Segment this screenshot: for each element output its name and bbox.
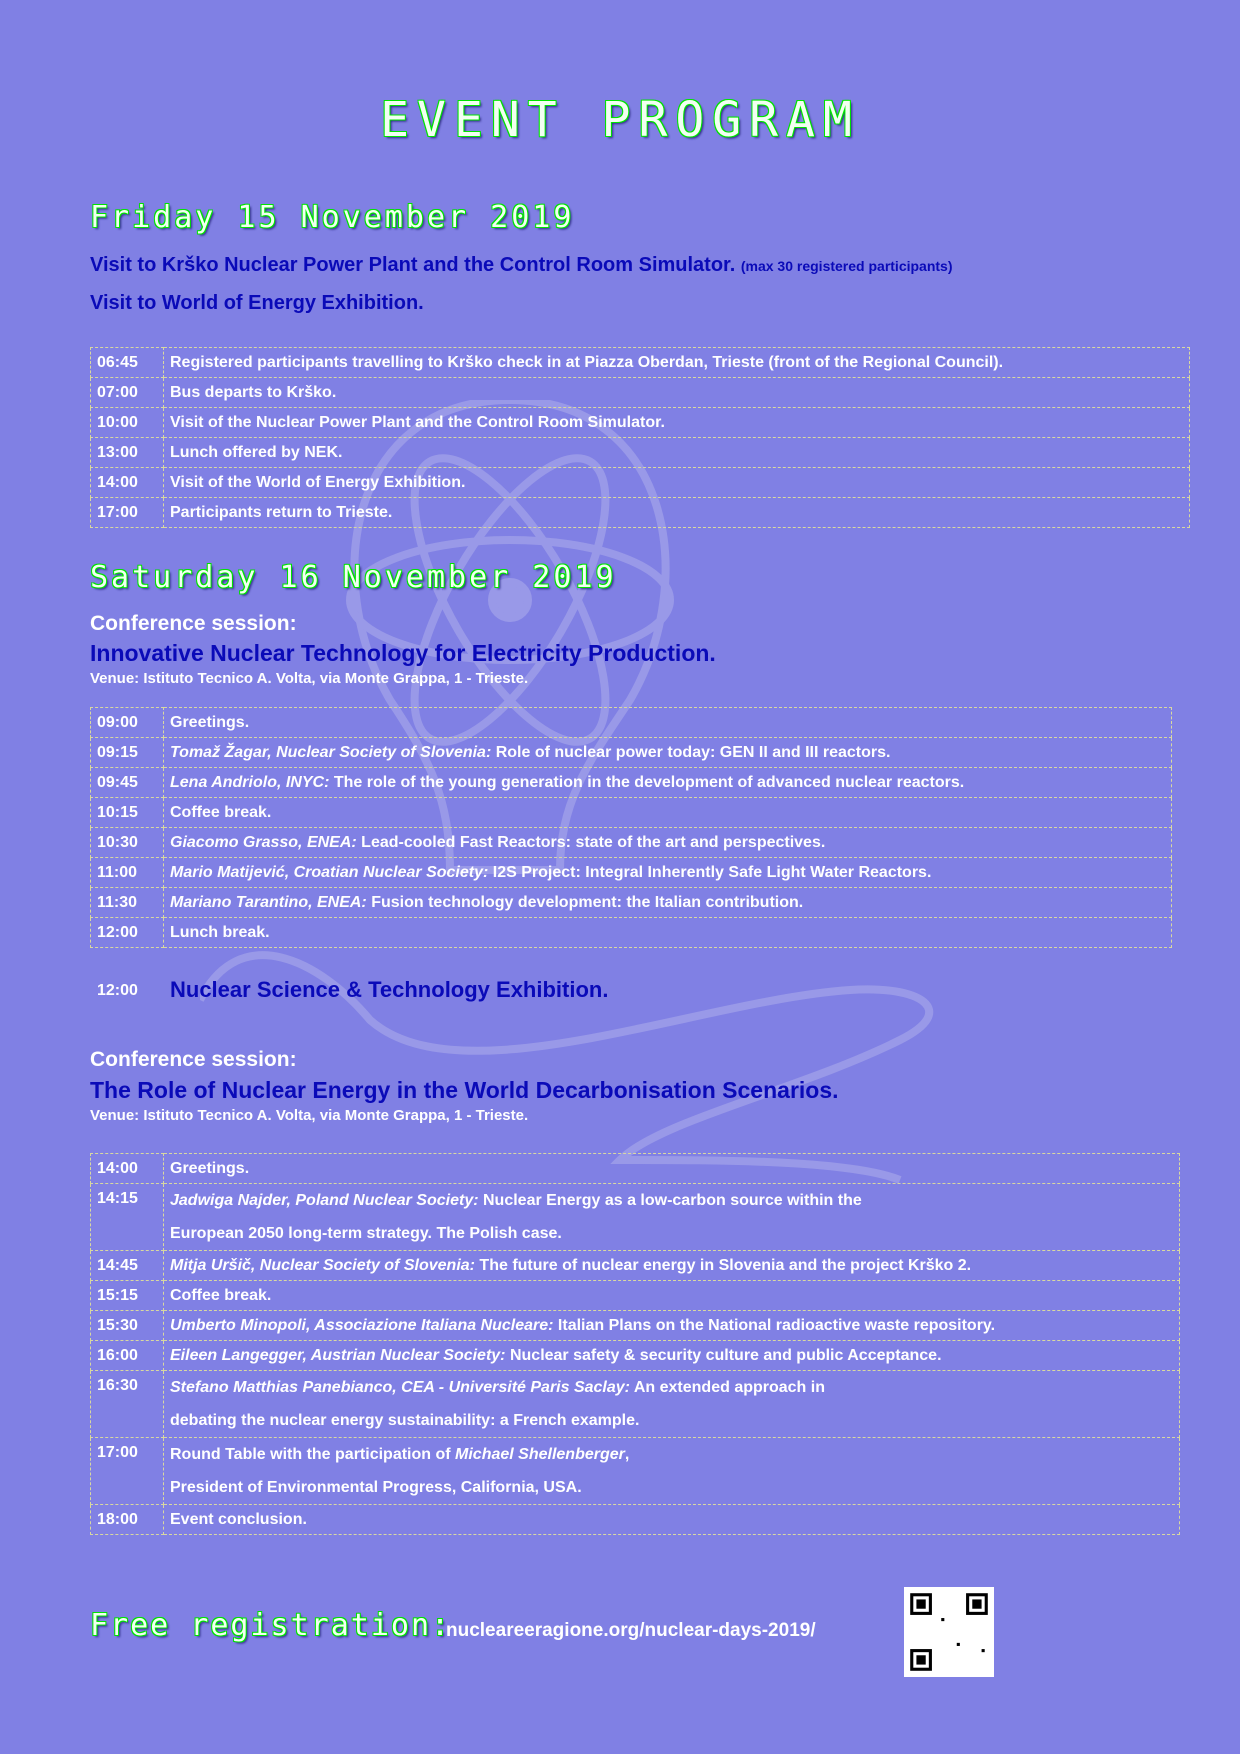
friday-schedule-table [90,347,1190,528]
description-cell [164,918,1172,948]
table-row [91,1341,1180,1371]
description-text: The future of nuclear energy in Slovenia and the project Krško 2. [474,1257,972,1274]
table-row [91,348,1190,378]
description-text: Lead-cooled Fast Reactors: state of the art and perspectives. [356,834,826,851]
description-text: Lunch break. [170,924,270,941]
free-registration-label: Free registration: [90,1608,452,1643]
description-cell [164,1341,1180,1371]
time-cell: 06:45 [91,348,164,378]
description-text-line2: debating the nuclear energy sustainability: a French example. [170,1412,640,1429]
description-cell [164,828,1172,858]
description-cell [164,1438,1180,1505]
table-row [91,918,1172,948]
description-text: Round Table with the participation of [170,1446,456,1463]
description-text: Fusion technology development: the Italian contribution. [366,894,804,911]
description-cell [164,498,1190,528]
description-cell [164,468,1190,498]
description-cell [164,408,1190,438]
time-cell: 11:30 [91,888,164,918]
time-cell: 09:45 [91,768,164,798]
description-text: , [624,1446,630,1463]
table-row [91,1311,1180,1341]
table-row [91,768,1172,798]
table-row [91,1438,1180,1505]
session1-schedule-table [90,707,1172,948]
table-row [91,798,1172,828]
time-cell: 14:00 [91,1154,164,1184]
time-cell: 17:00 [91,498,164,528]
table-row [91,378,1190,408]
time-cell: 07:00 [91,378,164,408]
table-row [91,1251,1180,1281]
description-text-line2: President of Environmental Progress, California, USA. [170,1479,582,1496]
description-text: Bus departs to Krško. [170,384,337,401]
table-row [91,738,1172,768]
time-cell: 14:45 [91,1251,164,1281]
description-text: Greetings. [170,1160,250,1177]
table-row [91,468,1190,498]
time-cell: 14:15 [91,1184,164,1251]
table-row [91,1154,1180,1184]
speaker-name: Mitja Uršič, Nuclear Society of Slovenia: [170,1257,475,1274]
session1-title: Innovative Nuclear Technology for Electricity Production. [90,640,716,666]
description-cell [164,438,1190,468]
table-row [91,1281,1180,1311]
description-cell [164,858,1172,888]
description-text: Visit of the World of Energy Exhibition. [170,474,466,491]
description-text: An extended approach in [630,1379,825,1396]
time-cell: 15:15 [91,1281,164,1311]
speaker-name: Jadwiga Najder, Poland Nuclear Society: [170,1192,479,1209]
description-cell [164,1311,1180,1341]
table-row [91,888,1172,918]
time-cell: 14:00 [91,468,164,498]
description-text: Lunch offered by NEK. [170,444,343,461]
time-cell: 18:00 [91,1505,164,1535]
table-row [91,828,1172,858]
description-text: Nuclear safety & security culture and public Acceptance. [505,1347,942,1364]
speaker-name: Tomaž Žagar, Nuclear Society of Slovenia: [170,744,492,761]
description-cell [164,738,1172,768]
session2-venue: Venue: Istituto Tecnico A. Volta, via Monte Grappa, 1 - Trieste. [90,1107,529,1124]
speaker-name: Mario Matijević, Croatian Nuclear Society: [170,864,489,881]
visit-world-energy: Visit to World of Energy Exhibition. [90,292,424,314]
description-cell [164,1184,1180,1251]
description-text: Participants return to Trieste. [170,504,393,521]
time-cell: 11:00 [91,858,164,888]
time-cell: 16:00 [91,1341,164,1371]
description-cell [164,348,1190,378]
description-cell [164,378,1190,408]
page-title: EVENT PROGRAM [380,92,860,148]
description-text: Nuclear Energy as a low-carbon source within the [478,1192,862,1209]
description-text: Event conclusion. [170,1511,307,1528]
time-cell: 10:15 [91,798,164,828]
visit-krsko [90,254,953,277]
description-text: I2S Project: Integral Inherently Safe Light Water Reactors. [488,864,932,881]
saturday-heading: Saturday 16 November 2019 [90,560,617,595]
registration-link[interactable]: nucleareeragione.org/nuclear-days-2019/ [446,1620,816,1641]
visit-krsko-note: (max 30 registered participants) [740,258,953,274]
speaker-name: Umberto Minopoli, Associazione Italiana Nucleare: [170,1317,554,1334]
table-row [91,498,1190,528]
time-cell: 09:15 [91,738,164,768]
table-row [91,408,1190,438]
time-cell: 09:00 [91,708,164,738]
visit-krsko-text: Visit to Krško Nuclear Power Plant and the Control Room Simulator. [90,254,736,276]
session1-venue: Venue: Istituto Tecnico A. Volta, via Monte Grappa, 1 - Trieste. [90,670,529,687]
description-text: Coffee break. [170,1287,272,1304]
session1-label: Conference session: [90,612,297,635]
friday-heading: Friday 15 November 2019 [90,200,575,235]
exhibition-title: Nuclear Science & Technology Exhibition. [170,977,609,1002]
time-cell: 13:00 [91,438,164,468]
session2-label: Conference session: [90,1048,297,1071]
speaker-name: Giacomo Grasso, ENEA: [170,834,357,851]
description-text: Visit of the Nuclear Power Plant and the Control Room Simulator. [170,414,665,431]
description-cell [164,1281,1180,1311]
description-cell [164,768,1172,798]
table-row [91,1184,1180,1251]
description-cell [164,708,1172,738]
description-cell [164,1154,1180,1184]
description-text-line2: European 2050 long-term strategy. The Polish case. [170,1225,562,1242]
table-row [91,858,1172,888]
description-cell [164,1371,1180,1438]
time-cell: 12:00 [91,918,164,948]
description-text: Greetings. [170,714,250,731]
session2-title: The Role of Nuclear Energy in the World Decarbonisation Scenarios. [90,1077,839,1103]
description-text: Italian Plans on the National radioactive waste repository. [553,1317,996,1334]
description-text: Role of nuclear power today: GEN II and III reactors. [491,744,891,761]
description-text: The role of the young generation in the development of advanced nuclear reactors. [329,774,965,791]
time-cell: 15:30 [91,1311,164,1341]
exhibition-time: 12:00 [97,982,138,999]
time-cell: 10:00 [91,408,164,438]
description-cell [164,888,1172,918]
table-row [91,1505,1180,1535]
description-cell [164,1251,1180,1281]
table-row [91,438,1190,468]
speaker-name: Mariano Tarantino, ENEA: [170,894,367,911]
description-cell [164,798,1172,828]
time-cell: 10:30 [91,828,164,858]
description-text: Coffee break. [170,804,272,821]
speaker-name: Lena Andriolo, INYC: [170,774,330,791]
table-row [91,708,1172,738]
speaker-name: Stefano Matthias Panebianco, CEA - Université Paris Saclay: [170,1379,630,1396]
qr-code[interactable] [904,1587,994,1677]
speaker-name: Michael Shellenberger [455,1446,625,1463]
session2-schedule-table [90,1153,1180,1535]
description-text: Registered participants travelling to Krško check in at Piazza Oberdan, Trieste (front of the Regional Council). [170,354,1004,371]
table-row [91,1371,1180,1438]
time-cell: 17:00 [91,1438,164,1505]
time-cell: 16:30 [91,1371,164,1438]
description-cell [164,1505,1180,1535]
speaker-name: Eileen Langegger, Austrian Nuclear Society: [170,1347,506,1364]
